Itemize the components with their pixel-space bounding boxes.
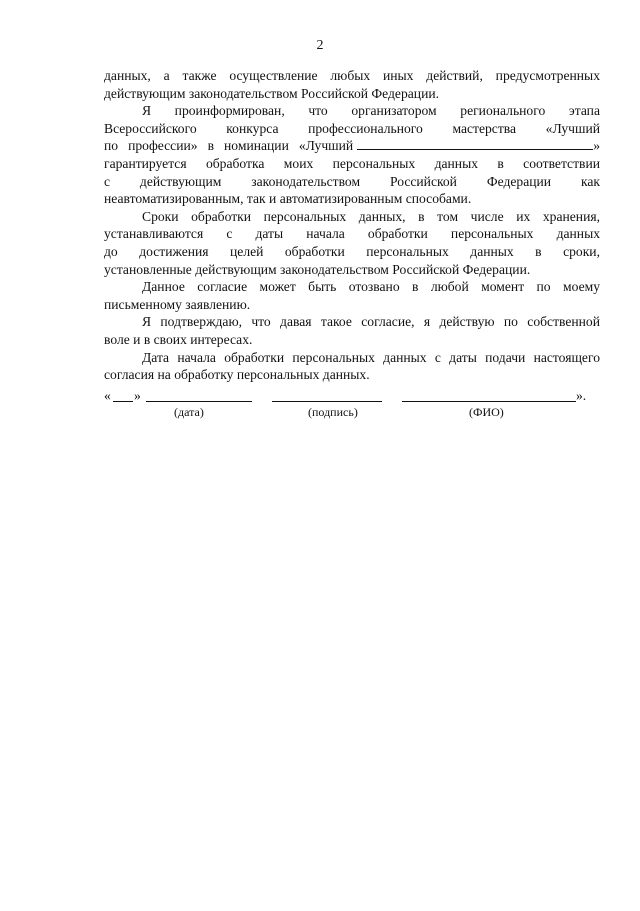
paragraph-4 [104, 278, 600, 313]
text-line: Всероссийского конкурса профессионального мастерства «Лучший [104, 120, 600, 136]
text-line: согласия на обработку персональных данных. [104, 367, 370, 383]
quote-close: » [134, 388, 141, 403]
text-line: Сроки обработки персональных данных, в том числе их хранения, [142, 208, 600, 224]
date-caption: (дата) [174, 405, 204, 419]
nomination-blank [357, 137, 593, 150]
quote-end: ». [576, 388, 587, 403]
text-line: Дата начала обработки персональных данных с даты подачи настоящего [142, 349, 600, 365]
text-line: гарантируется обработка моих персональных данных в соответствии [104, 155, 600, 171]
paragraph-5 [104, 313, 600, 348]
fio-blank [402, 401, 576, 402]
text-line: по профессии» в номинации «Лучший [104, 138, 354, 154]
paragraph-1 [104, 67, 600, 102]
day-blank [113, 401, 133, 402]
text-line: Я проинформирован, что организатором регионального этапа [142, 103, 600, 119]
signature-block [104, 386, 600, 426]
quote-open: « [104, 388, 111, 403]
nomination-line [104, 137, 600, 155]
text-line: с действующим законодательством Российской Федерации как [104, 173, 600, 189]
paragraph-2 [104, 102, 600, 208]
paragraph-6 [104, 349, 600, 384]
text-line: Я подтверждаю, что давая такое согласие, я действую по собственной [142, 314, 600, 330]
text-line: действующим законодательством Российской Федерации. [104, 85, 440, 101]
text-line: письменному заявлению. [104, 296, 251, 312]
signature-caption: (подпись) [308, 405, 358, 419]
date-blank [146, 401, 252, 402]
text-line: до достижения целей обработки персональных данных в сроки, [104, 243, 600, 259]
quote-close: » [593, 138, 600, 154]
document-body [104, 67, 600, 384]
page-number: 2 [316, 38, 324, 53]
paragraph-3 [104, 208, 600, 278]
text-line: установленные действующим законодательством Российской Федерации. [104, 261, 531, 277]
text-line: устанавливаются с даты начала обработки персональных данных [104, 226, 600, 242]
text-line: данных, а также осуществление любых иных действий, предусмотренных [104, 68, 600, 83]
text-line: неавтоматизированным, так и автоматизированным способами. [104, 191, 472, 207]
fio-caption: (ФИО) [469, 405, 504, 419]
text-line: Данное согласие может быть отозвано в любой момент по моему [142, 279, 600, 295]
signature-blank [272, 401, 382, 402]
text-line: воле и в своих интересах. [104, 331, 253, 347]
